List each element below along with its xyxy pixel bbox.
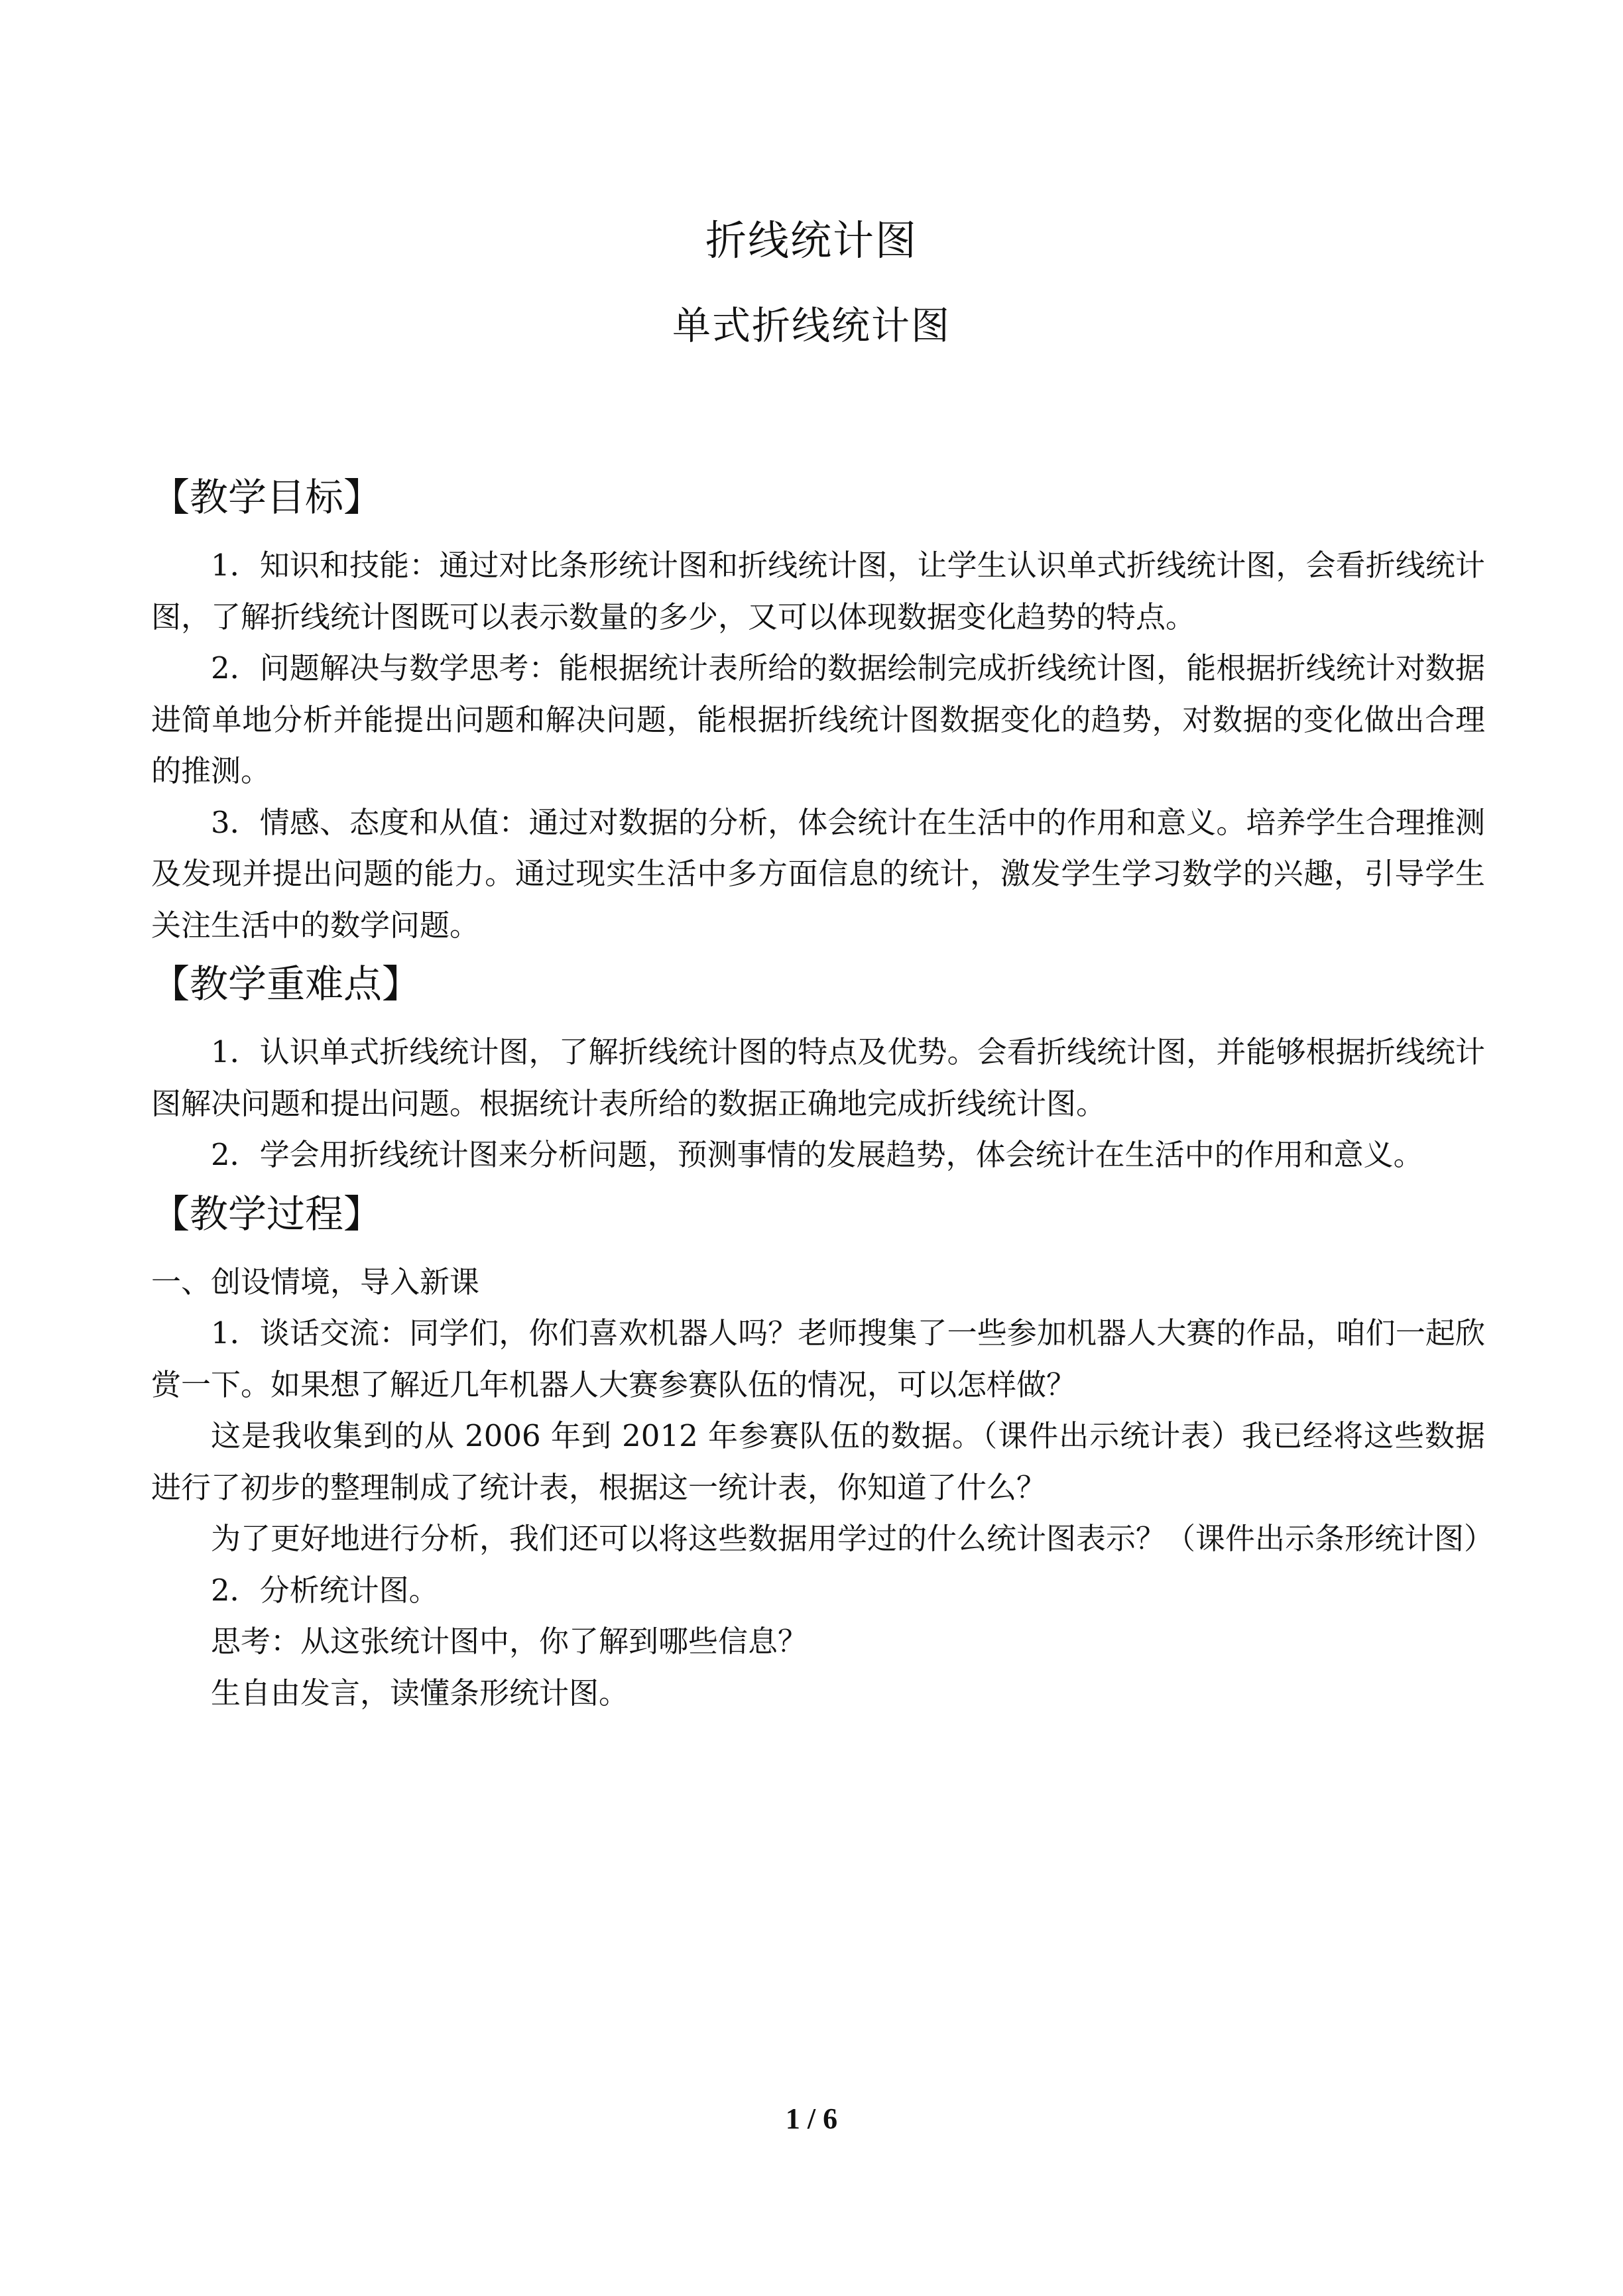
section-heading-objectives: 【教学目标】 [151,475,383,520]
section-heading-key-points: 【教学重难点】 [151,961,421,1006]
process-paragraph: 2．分析统计图。 [211,1572,439,1608]
process-paragraph: 思考：从这张统计图中，你了解到哪些信息？ [211,1624,808,1659]
objective-item: 3．情感、态度和从值：通过对数据的分析，体会统计在生活中的作用和意义。培养学生合理推测及发现并提出问题的能力。通过现实生活中多方面信息的统计，激发学生学习数学的兴趣，引导学生关注生活中的数学问题。 [151,804,1485,943]
process-paragraph: 这是我收集到的从 2006 年到 2012 年参赛队伍的数据。（课件出示统计表）我已经将这些数据进行了初步的整理制成了统计表，根据这一统计表，你知道了什么？ [151,1418,1485,1505]
section-heading-process: 【教学过程】 [151,1191,383,1237]
process-paragraph: 为了更好地进行分析，我们还可以将这些数据用学过的什么统计图表示？（课件出示条形统计图） [211,1521,1494,1556]
key-point-item: 1．认识单式折线统计图，了解折线统计图的特点及优势。会看折线统计图，并能够根据折线统计图解决问题和提出问题。根据统计表所给的数据正确地完成折线统计图。 [151,1034,1485,1121]
objective-item: 2．问题解决与数学思考：能根据统计表所给的数据绘制完成折线统计图，能根据折线统计对数据进简单地分析并能提出问题和解决问题，能根据折线统计图数据变化的趋势，对数据的变化做出合理的推测。 [151,650,1485,788]
process-part-title: 一、创设情境，导入新课 [151,1264,480,1299]
objective-item: 1．知识和技能：通过对比条形统计图和折线统计图，让学生认识单式折线统计图，会看折线统计图，了解折线统计图既可以表示数量的多少，又可以体现数据变化趋势的特点。 [151,548,1485,634]
document-body [151,464,1494,1719]
page-indicator: 1 / 6 [785,2102,838,2135]
document-title: 折线统计图 [705,216,918,265]
process-paragraph: 1．谈话交流：同学们，你们喜欢机器人吗？老师搜集了一些参加机器人大赛的作品，咱们一起欣赏一下。如果想了解近几年机器人大赛参赛队伍的情况，可以怎样做？ [151,1315,1485,1402]
process-paragraph: 生自由发言，读懂条形统计图。 [211,1675,629,1711]
key-point-item: 2．学会用折线统计图来分析问题，预测事情的发展趋势，体会统计在生活中的作用和意义。 [211,1137,1423,1172]
document-subtitle: 单式折线统计图 [672,303,951,348]
